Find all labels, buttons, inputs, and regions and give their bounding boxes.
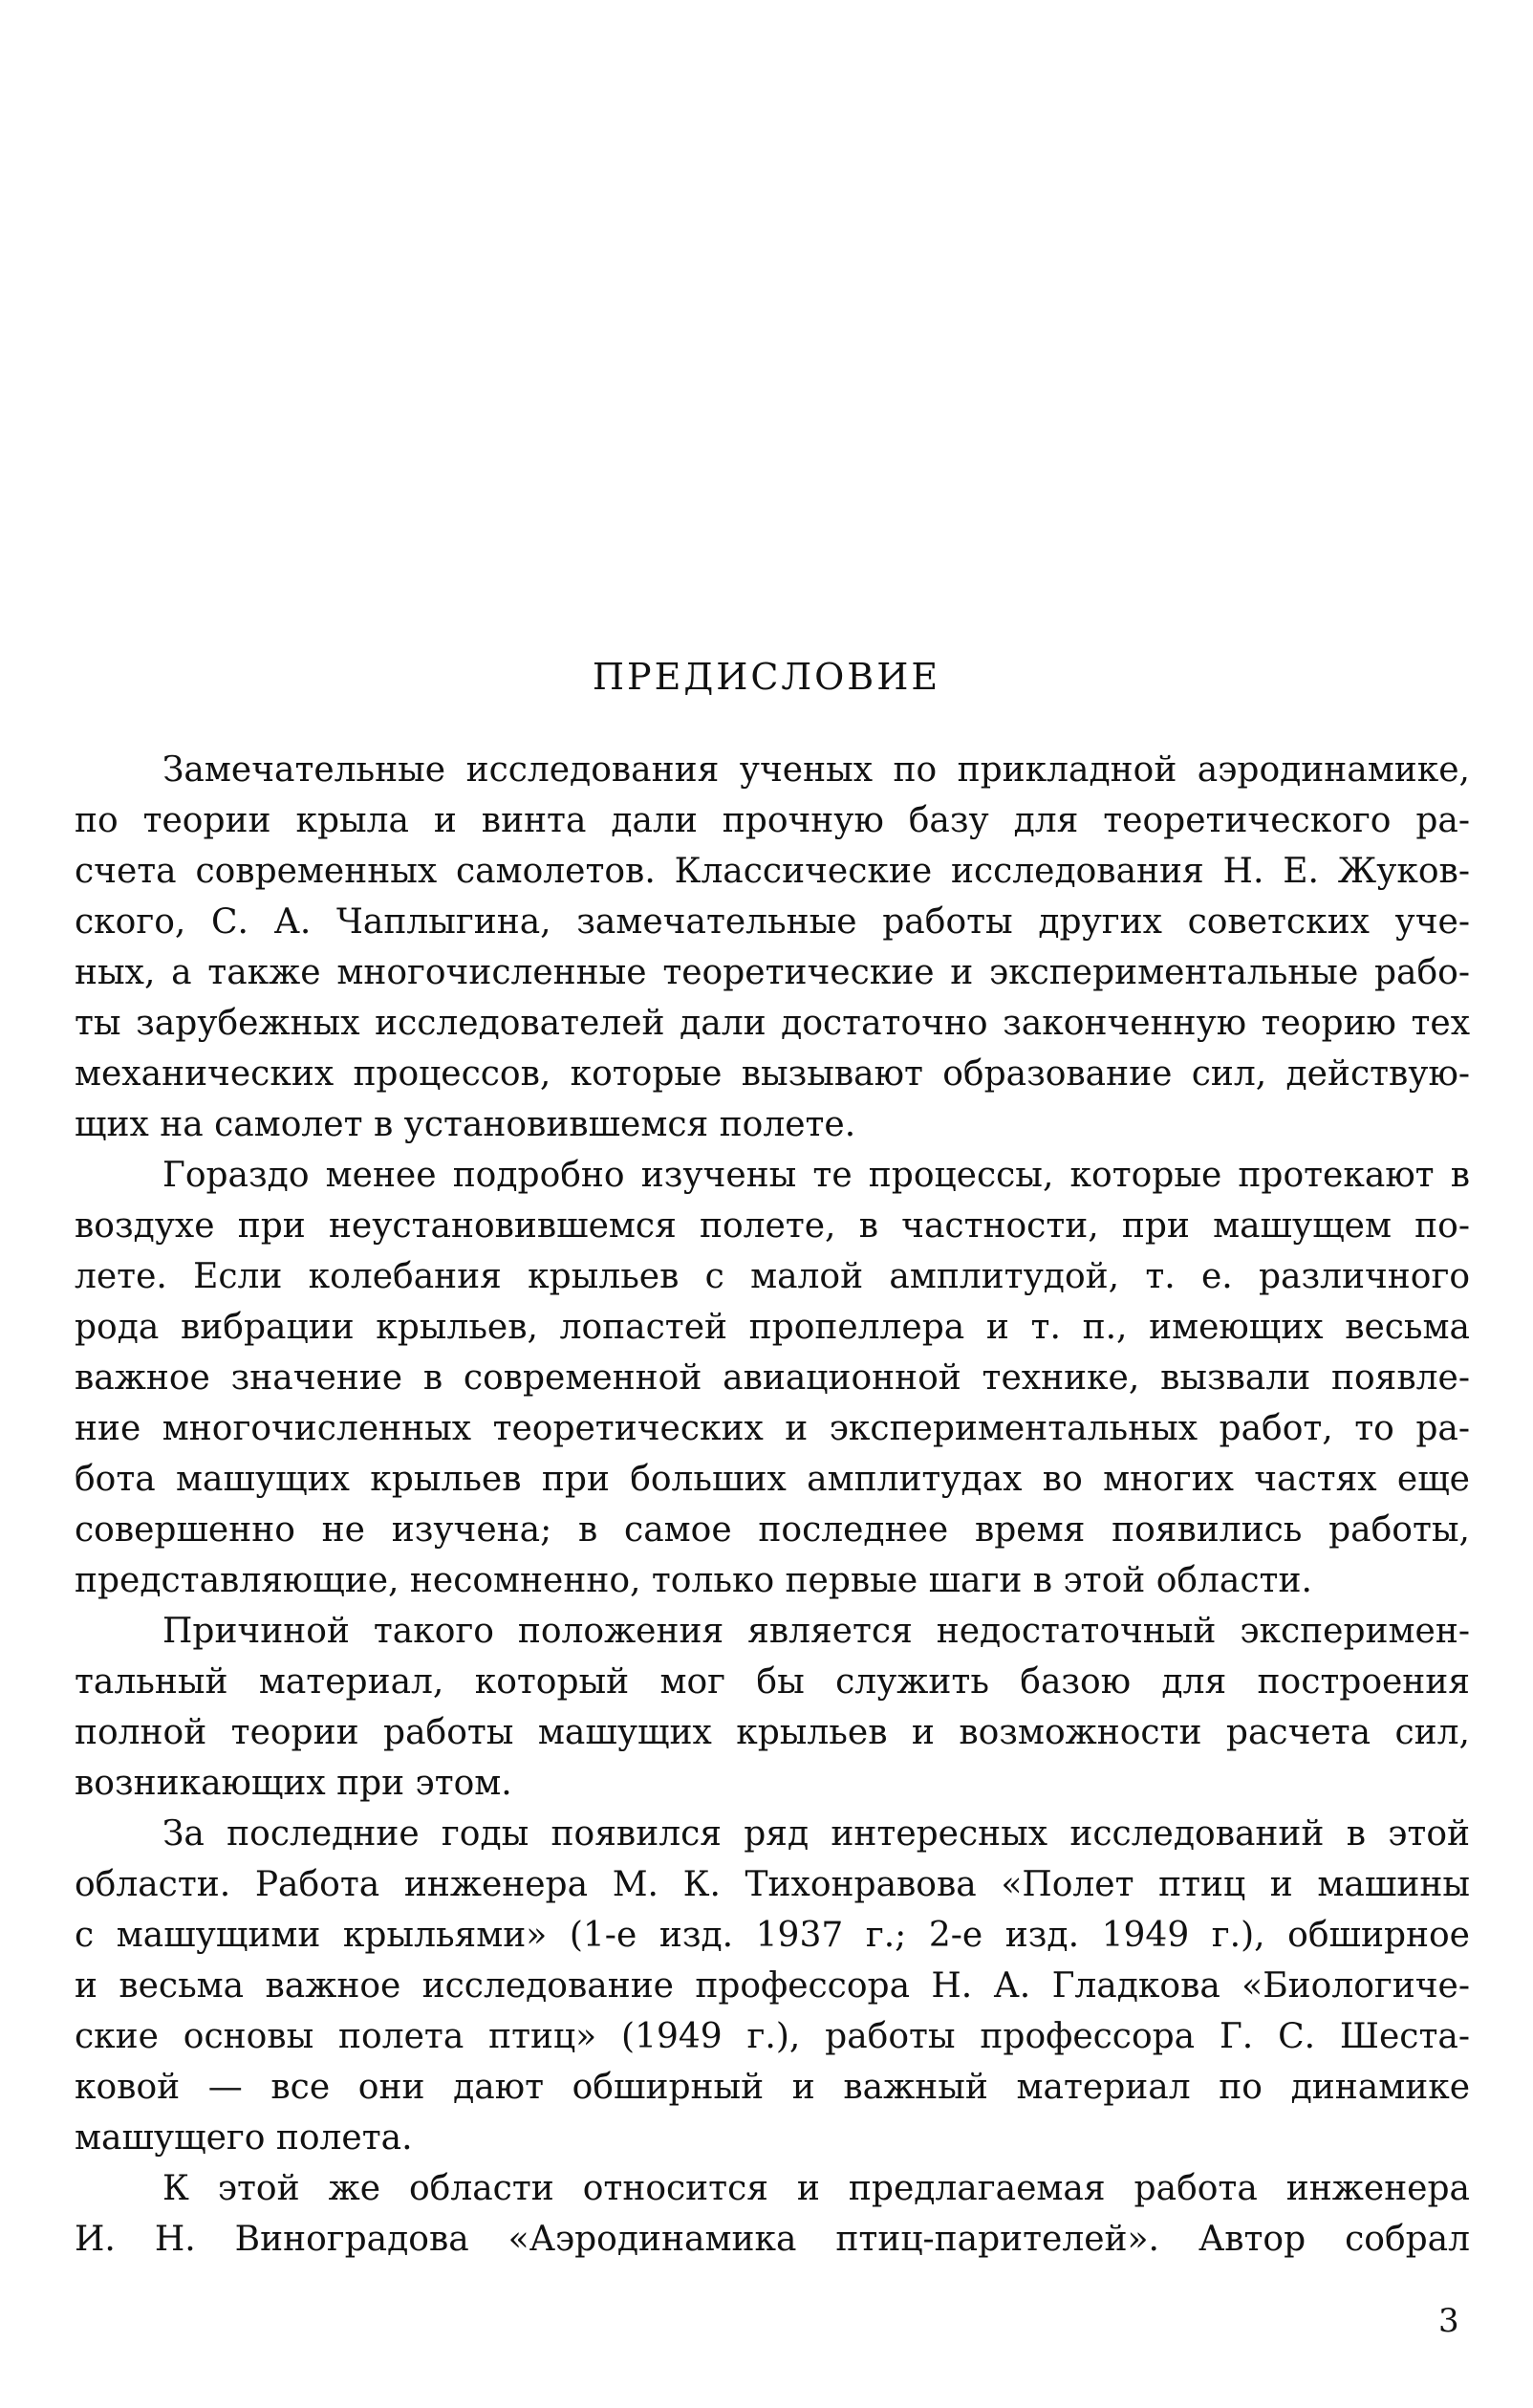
text-line: ского, С. А. Чаплыгина, замечательные работы других советских уче- [75, 902, 1470, 942]
text-line: Замечательные исследования ученых по прикладной аэродинамике, [162, 750, 1470, 790]
text-line: Причиной такого положения является недостаточный эксперимен- [162, 1612, 1470, 1651]
text-line: возникающих при этом. [75, 1764, 512, 1803]
text-line: бота машущих крыльев при больших амплитудах во многих частях еще [75, 1460, 1470, 1499]
text-line: с машущими крыльями» (1-е изд. 1937 г.; 2-е изд. 1949 г.), обширное [75, 1916, 1470, 1955]
text-line: тальный материал, который мог бы служить базою для построения [75, 1662, 1470, 1702]
text-line: счета современных самолетов. Классические исследования Н. Е. Жуков- [75, 852, 1470, 891]
text-line: ние многочисленных теоретических и экспериментальных работ, то ра- [75, 1409, 1470, 1448]
text-line: воздухе при неустановившемся полете, в частности, при машущем по- [75, 1206, 1470, 1246]
page-number: 3 [1438, 2302, 1459, 2340]
text-line: лете. Если колебания крыльев с малой амплитудой, т. е. различного [75, 1257, 1470, 1296]
text-line: по теории крыла и винта дали прочную базу для теоретического ра- [75, 801, 1470, 840]
text-line: механических процессов, которые вызывают образование сил, действую- [75, 1054, 1470, 1094]
text-line: ские основы полета птиц» (1949 г.), работы профессора Г. С. Шеста- [75, 2017, 1470, 2056]
text-line: К этой же области относится и предлагаемая работа инженера [162, 2169, 1470, 2208]
text-line: И. Н. Виноградова «Аэродинамика птиц-парителей». Автор собрал [75, 2220, 1470, 2259]
text-line: Гораздо менее подробно изучены те процессы, которые протекают в [162, 1156, 1470, 1195]
text-line: полной теории работы машущих крыльев и возможности расчета сил, [75, 1713, 1470, 1752]
text-line: и весьма важное исследование профессора Н. А. Гладкова «Биологиче- [75, 1966, 1470, 2006]
text-line: представляющие, несомненно, только первые шаги в этой области. [75, 1561, 1312, 1600]
text-line: ты зарубежных исследователей дали достаточно законченную теорию тех [75, 1004, 1470, 1043]
text-line: щих на самолет в установившемся полете. [75, 1105, 856, 1144]
text-line: ковой — все они дают обширный и важный материал по динамике [75, 2068, 1470, 2107]
text-line: рода вибрации крыльев, лопастей пропеллера и т. п., имеющих весьма [75, 1308, 1470, 1347]
text-line: совершенно не изучена; в самое последнее время появились работы, [75, 1510, 1470, 1550]
text-line: За последние годы появился ряд интересных исследований в этой [162, 1814, 1470, 1854]
text-line: ных, а также многочисленные теоретические и экспериментальные рабо- [75, 953, 1470, 992]
text-line: машущего полета. [75, 2118, 413, 2158]
body-text [75, 745, 1470, 2265]
text-line: важное значение в современной авиационной технике, вызвали появле- [75, 1358, 1470, 1398]
page-title: ПРЕДИСЛОВИЕ [592, 656, 941, 698]
text-line: области. Работа инженера М. К. Тихонравова «Полет птиц и машины [75, 1865, 1470, 1904]
